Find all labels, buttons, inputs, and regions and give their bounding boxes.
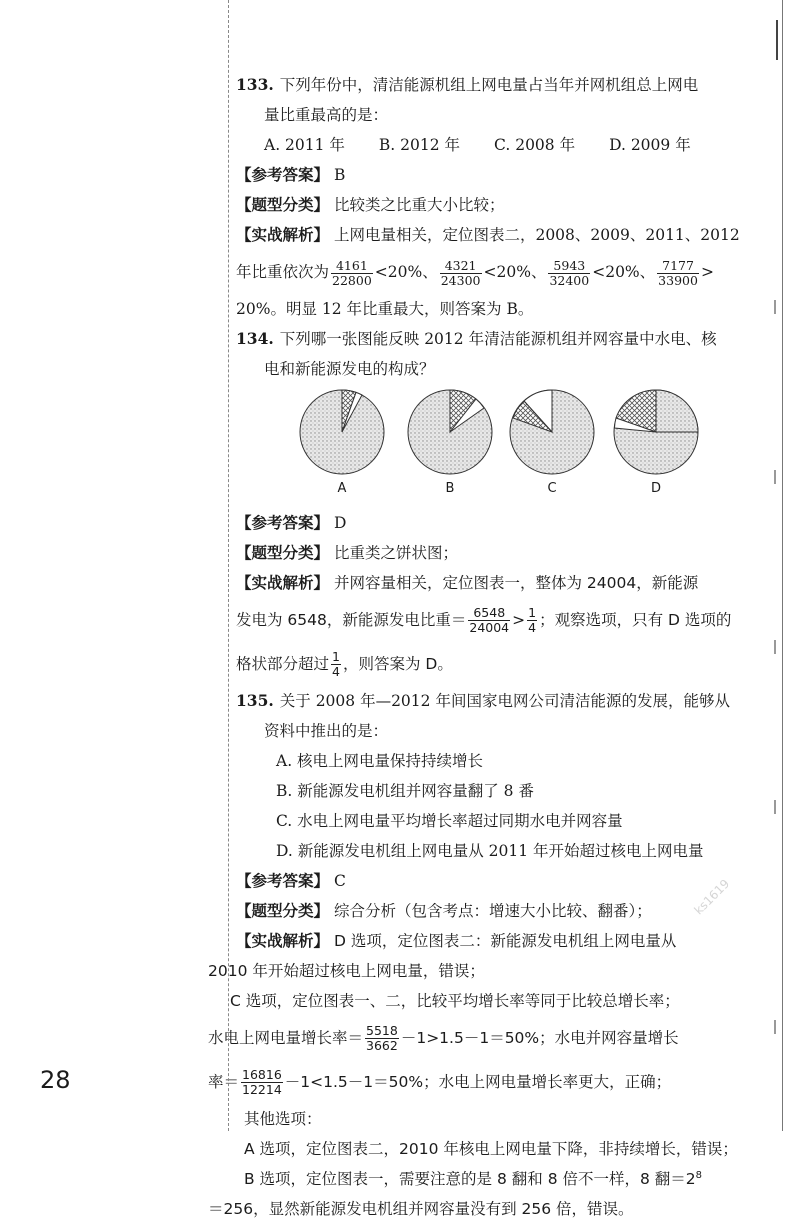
q133-analysis-line3: 20%。明显 12 年比重最大，则答案为 B。 (236, 300, 534, 318)
edge-mark (774, 800, 776, 814)
q133-answer-line (236, 160, 726, 190)
q134-number: 134. (236, 329, 274, 348)
right-margin-rule (782, 0, 784, 1131)
q135-analysis4-post: －1>1.5－1＝50%；水电并网容量增长 (400, 1029, 679, 1047)
fraction-6548: $\frac{6548}{24004}$ (469, 605, 510, 635)
superscript-8: 8 (695, 1169, 703, 1181)
type-tag: 【题型分类】 (236, 196, 330, 214)
q135-analysis-line7: A 选项，定位图表二，2010 年核电上网电量下降，非持续增长，错误； (244, 1140, 738, 1158)
fraction-5943: $\frac{5943}{32400}$ (549, 257, 590, 288)
pie-option-d (612, 388, 700, 498)
pie-options (236, 388, 726, 508)
q135-stem-line1 (236, 686, 730, 716)
page-number: 28 (40, 1066, 71, 1094)
answer-tag: 【参考答案】 (236, 166, 330, 184)
greater-than: > (512, 611, 526, 629)
q133-analysis-line2 (236, 250, 726, 294)
pie-option-a (298, 388, 386, 498)
q134-analysis-line3 (236, 642, 726, 686)
q133-number: 133. (236, 75, 274, 94)
pie-chart-d (612, 388, 700, 476)
q134-answer: D (333, 514, 347, 532)
q135-analysis-text1: D 选项，定位图表二：新能源发电机组上网电量从 (333, 932, 677, 950)
fraction-one-quarter-2: $\frac{1}{4}$ (332, 649, 340, 679)
pie-chart-a (298, 388, 386, 476)
pie-label-a: A (337, 481, 347, 496)
q133-stem-line1 (236, 70, 726, 100)
comparison-text: <20%、 (374, 263, 438, 281)
q133-option-c: C. 2008 年 (494, 136, 576, 154)
comparison-text: > (700, 263, 714, 281)
edge-mark (774, 470, 776, 484)
type-tag: 【题型分类】 (236, 902, 330, 920)
q134-answer-line (236, 508, 726, 538)
q134-type: 比重类之饼状图； (333, 544, 458, 562)
q134-stem-line1 (236, 324, 726, 354)
comparison-text: <20%、 (592, 263, 656, 281)
pie-option-b (406, 388, 494, 498)
q135-analysis5-pre: 率＝ (208, 1073, 240, 1091)
q134-stem-line2: 电和新能源发电的构成？ (264, 360, 435, 378)
fraction-5518: $\frac{5518}{3662}$ (366, 1023, 398, 1053)
left-margin-rule (228, 0, 230, 1131)
pie-label-b: B (445, 481, 455, 496)
q133-option-b: B. 2012 年 (378, 136, 461, 154)
q135-analysis4-pre: 水电上网电量增长率＝ (208, 1029, 364, 1047)
q133-analysis-text1: 上网电量相关，定位图表二，2008、2009、2011、2012 (333, 226, 740, 244)
q135-option-d: D. 新能源发电机组上网电量从 2011 年开始超过核电上网电量 (276, 842, 704, 860)
q135-analysis-line1 (236, 926, 726, 956)
q135-analysis-line4 (208, 1016, 726, 1060)
q134-stem-text1: 下列哪一张图能反映 2012 年清洁能源机组并网容量中水电、核 (279, 330, 717, 348)
q135-answer-line (236, 866, 726, 896)
q134-analysis3-pre: 格状部分超过 (236, 655, 330, 673)
fraction-one-quarter: $\frac{1}{4}$ (528, 605, 537, 635)
q133-type: 比较类之比重大小比较； (333, 196, 505, 214)
answer-tag: 【参考答案】 (236, 872, 330, 890)
q134-type-line (236, 538, 726, 568)
q135-analysis-line8 (244, 1164, 726, 1194)
q135-analysis-line9: ＝256，显然新能源发电机组并网容量没有到 256 倍，错误。 (208, 1200, 634, 1218)
pie-label-c: C (547, 481, 557, 496)
q135-option-c: C. 水电上网电量平均增长率超过同期水电并网容量 (276, 812, 623, 830)
watermark: ks1619 (691, 876, 733, 918)
q133-analysis-pre: 年比重依次为 (236, 263, 330, 281)
q135-stem-text1: 关于 2008 年—2012 年间国家电网公司清洁能源的发展，能够从 (279, 692, 730, 710)
q135-option-b: B. 新能源发电机组并网容量翻了 8 番 (276, 782, 534, 800)
q134-analysis-pre: 发电为 6548，新能源发电比重＝ (236, 611, 467, 629)
q134-analysis-post: ；观察选项，只有 D 选项的 (539, 611, 732, 629)
pie-option-c (508, 388, 596, 498)
q135-type: 综合分析（包含考点：增速大小比较、翻番）； (333, 902, 652, 920)
q133-answer: B (333, 166, 346, 184)
q135-stem-line2: 资料中推出的是： (264, 722, 389, 740)
q133-option-d: D. 2009 年 (609, 136, 691, 154)
q133-stem-text1: 下列年份中，清洁能源机组上网电量占当年并网机组总上网电 (279, 76, 699, 94)
edge-mark (774, 1020, 776, 1034)
fraction-4321: $\frac{4321}{24300}$ (440, 257, 481, 288)
analysis-tag: 【实战解析】 (236, 932, 330, 950)
q135-analysis-line2: 2010 年开始超过核电上网电量，错误； (208, 962, 485, 980)
q134-analysis-line2 (236, 598, 732, 642)
q135-number: 135. (236, 691, 274, 710)
q135-analysis-line5 (208, 1060, 726, 1104)
type-tag: 【题型分类】 (236, 544, 330, 562)
q133-options (236, 130, 726, 160)
comparison-text: <20%、 (483, 263, 547, 281)
q133-analysis-line1 (236, 220, 740, 250)
pie-chart-c (508, 388, 596, 476)
q135-option-a: A. 核电上网电量保持持续增长 (276, 752, 484, 770)
q134-analysis-line1 (236, 568, 726, 598)
fraction-4161: $\frac{4161}{22800}$ (332, 257, 372, 288)
q135-analysis5-post: －1<1.5－1＝50%；水电上网电量增长率更大，正确； (284, 1073, 672, 1091)
q133-type-line (236, 190, 726, 220)
answer-tag: 【参考答案】 (236, 514, 330, 532)
analysis-tag: 【实战解析】 (236, 574, 330, 592)
q134-analysis3-post: ，则答案为 D。 (342, 655, 453, 673)
analysis-tag: 【实战解析】 (236, 226, 330, 244)
q135-analysis-line6: 其他选项： (244, 1110, 322, 1128)
edge-mark (776, 20, 778, 60)
question-content (208, 70, 740, 1224)
pie-label-d: D (650, 481, 661, 496)
q135-analysis8-text: B 选项，定位图表一，需要注意的是 8 翻和 8 倍不一样，8 翻＝2 (244, 1170, 696, 1188)
fraction-16816: $\frac{16816}{12214}$ (242, 1067, 282, 1097)
q135-analysis-line3: C 选项，定位图表一、二，比较平均增长率等同于比较总增长率； (230, 992, 680, 1010)
q133-option-a: A. 2011 年 (264, 136, 345, 154)
pie-chart-b (406, 388, 494, 476)
q135-type-line (236, 896, 726, 926)
q135-answer: C (333, 872, 346, 890)
edge-mark (774, 640, 776, 654)
q133-stem-line2: 量比重最高的是： (264, 106, 389, 124)
edge-mark (774, 300, 776, 314)
fraction-7177: $\frac{7177}{33900}$ (658, 257, 698, 288)
q134-analysis-text1: 并网容量相关，定位图表一，整体为 24004，新能源 (333, 574, 699, 592)
